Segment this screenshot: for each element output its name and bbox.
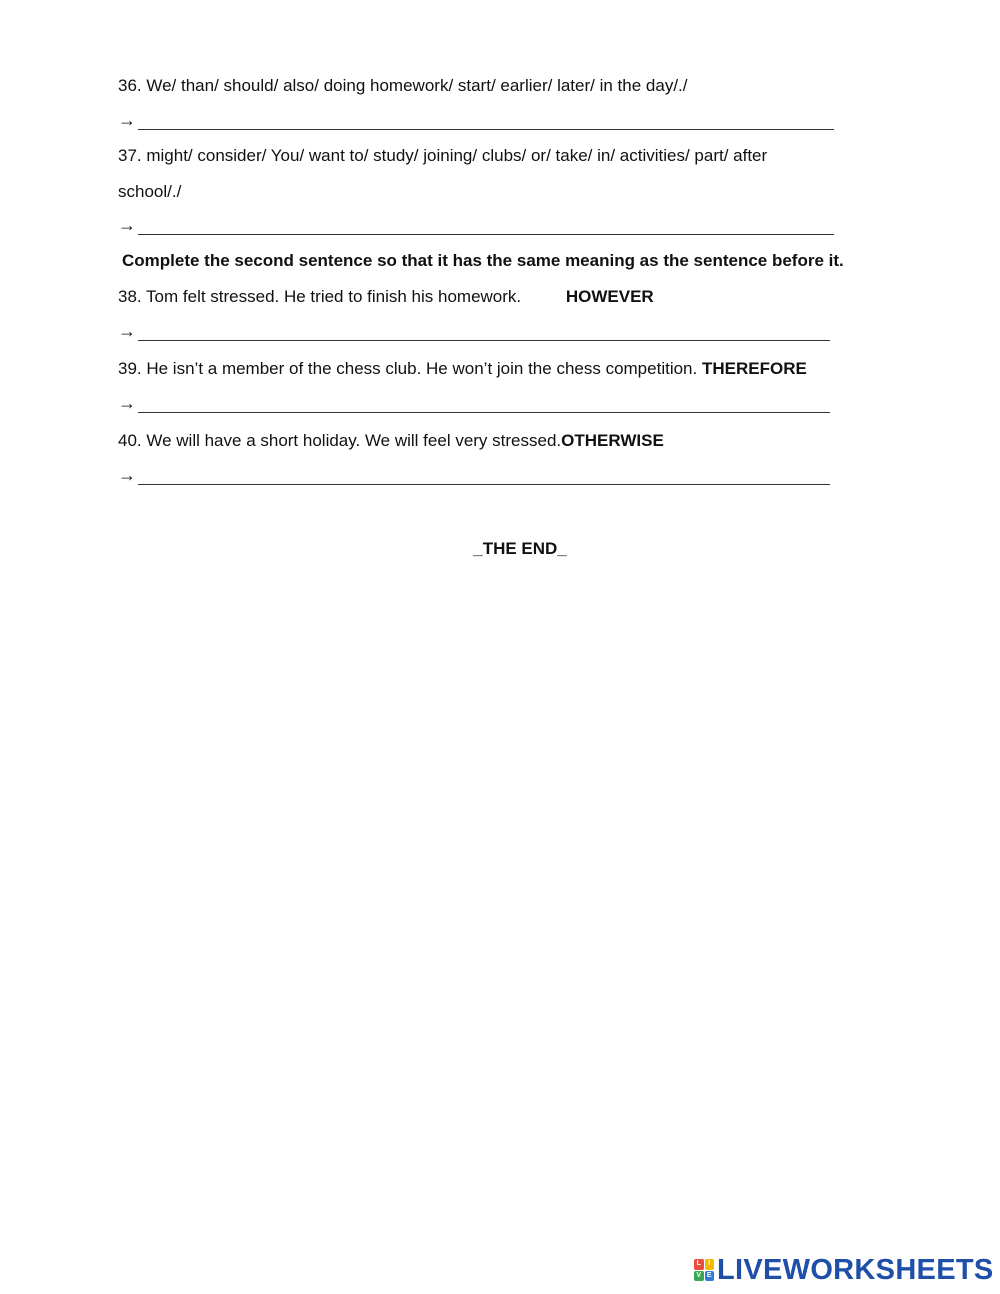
liveworksheets-wordmark: LIVEWORKSHEETS	[717, 1254, 994, 1286]
answer-blank-39[interactable]	[138, 412, 830, 413]
question-39	[118, 358, 807, 380]
arrow-icon: →	[118, 110, 136, 130]
question-39-text: 39. He isn’t a member of the chess club. He won’t join the chess competition.	[118, 359, 698, 378]
question-38-keyword: HOWEVER	[565, 287, 654, 306]
question-36-text: 36. We/ than/ should/ also/ doing homework/ start/ earlier/ later/ in the day/./	[118, 76, 688, 95]
section-instruction: Complete the second sentence so that it has the same meaning as the sentence before it.	[122, 251, 844, 270]
answer-line-39	[118, 392, 830, 414]
question-39-keyword: THEREFORE	[701, 359, 807, 378]
question-37-text-line2: school/./	[118, 182, 182, 201]
badge-letter: L	[694, 1259, 704, 1270]
answer-blank-40[interactable]	[138, 484, 830, 485]
answer-line-36	[118, 109, 834, 131]
answer-line-38	[118, 320, 830, 342]
question-40-text: 40. We will have a short holiday. We will feel very stressed.	[118, 431, 562, 450]
answer-blank-36[interactable]	[138, 129, 834, 130]
liveworksheets-badge-icon	[694, 1259, 714, 1281]
arrow-icon: →	[118, 393, 136, 413]
question-37-text-line1: 37. might/ consider/ You/ want to/ study/ joining/ clubs/ or/ take/ in/ activities/ part/ after	[118, 146, 768, 165]
question-40	[118, 430, 664, 452]
arrow-icon: →	[118, 215, 136, 235]
question-38-text: 38. Tom felt stressed. He tried to finish his homework.	[118, 287, 522, 306]
answer-line-40	[118, 464, 830, 486]
arrow-icon: →	[118, 321, 136, 341]
badge-letter: I	[705, 1259, 715, 1270]
question-40-keyword: OTHERWISE	[561, 431, 664, 450]
liveworksheets-logo	[694, 1254, 994, 1286]
arrow-icon: →	[118, 465, 136, 485]
question-38	[118, 286, 654, 308]
answer-blank-37[interactable]	[138, 234, 834, 235]
badge-letter: E	[705, 1271, 715, 1282]
answer-line-37	[118, 214, 834, 236]
answer-blank-38[interactable]	[138, 340, 830, 341]
badge-letter: V	[694, 1271, 704, 1282]
the-end-label: _THE END_	[473, 539, 567, 558]
